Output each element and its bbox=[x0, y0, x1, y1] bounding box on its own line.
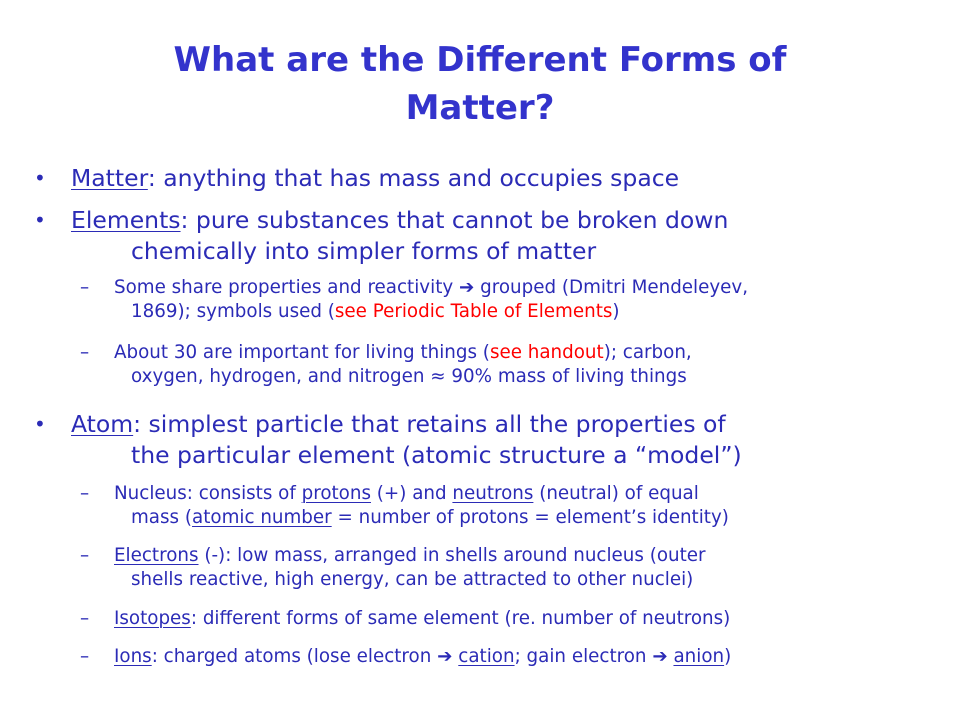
ions-line bbox=[114, 645, 731, 669]
living-line-2: oxygen, hydrogen, and nitrogen ≈ 90% mass of living things bbox=[131, 366, 687, 387]
nucleus-text-4: mass ( bbox=[131, 507, 193, 528]
grouping-text-2: grouped (Dmitri Mendeleyev, bbox=[474, 277, 749, 298]
dash-marker: – bbox=[80, 545, 90, 566]
elements-line-2: chemically into simpler forms of matter bbox=[131, 237, 597, 265]
living-text-2: ); carbon, bbox=[603, 342, 692, 363]
grouping-text-4: ) bbox=[612, 301, 620, 322]
electrons-line-1 bbox=[114, 544, 706, 568]
slide-title bbox=[90, 36, 870, 132]
term-electrons: Electrons bbox=[114, 545, 199, 566]
title-line-1: What are the Different Forms of bbox=[173, 40, 787, 80]
grouping-text-3: 1869); symbols used ( bbox=[131, 301, 335, 322]
bullet-matter-line bbox=[71, 162, 679, 194]
dash-marker: – bbox=[80, 646, 90, 667]
isotopes-line bbox=[114, 607, 730, 631]
nucleus-text-2: (+) and bbox=[370, 483, 453, 504]
dash-marker: – bbox=[80, 342, 90, 363]
term-protons: protons bbox=[301, 483, 371, 504]
term-atom: Atom bbox=[71, 410, 134, 438]
dash-marker: – bbox=[80, 483, 90, 504]
handout-reference: see handout bbox=[489, 342, 604, 363]
nucleus-text-3: (neutral) of equal bbox=[533, 483, 699, 504]
title-line-2: Matter? bbox=[405, 88, 555, 128]
bullet-marker: • bbox=[34, 412, 46, 436]
bullet-marker: • bbox=[34, 166, 46, 190]
atom-line-1 bbox=[71, 408, 726, 440]
electrons-text-1: (-): low mass, arranged in shells around nucleus (outer bbox=[198, 545, 706, 566]
ions-text-5: ) bbox=[724, 646, 732, 667]
atom-definition-1: : simplest particle that retains all the properties of bbox=[133, 410, 726, 438]
ions-text-3: ; gain electron bbox=[514, 646, 653, 667]
nucleus-text-5: = number of protons = element’s identity) bbox=[331, 507, 729, 528]
nucleus-line-1 bbox=[114, 482, 699, 506]
atom-line-2: the particular element (atomic structure a “model”) bbox=[131, 441, 742, 469]
elements-line-1 bbox=[71, 204, 728, 236]
ions-text-1: : charged atoms (lose electron bbox=[151, 646, 438, 667]
term-matter: Matter bbox=[71, 164, 148, 192]
bullet-marker: • bbox=[34, 208, 46, 232]
living-line-1 bbox=[114, 341, 692, 365]
matter-definition: : anything that has mass and occupies space bbox=[147, 164, 680, 192]
term-neutrons: neutrons bbox=[452, 483, 534, 504]
term-anion: anion bbox=[673, 646, 725, 667]
term-cation: cation bbox=[458, 646, 515, 667]
arrow-right-icon: ➔ bbox=[437, 646, 453, 667]
term-ions: Ions bbox=[114, 646, 152, 667]
nucleus-line-2 bbox=[131, 506, 729, 530]
grouping-line-1 bbox=[114, 276, 748, 300]
living-text-1: About 30 are important for living things ( bbox=[114, 342, 490, 363]
grouping-line-2 bbox=[131, 300, 620, 324]
arrow-right-icon: ➔ bbox=[652, 646, 668, 667]
term-isotopes: Isotopes bbox=[114, 608, 191, 629]
periodic-table-reference: see Periodic Table of Elements bbox=[334, 301, 613, 322]
electrons-line-2: shells reactive, high energy, can be attracted to other nuclei) bbox=[131, 569, 694, 590]
elements-definition-1: : pure substances that cannot be broken down bbox=[180, 206, 729, 234]
dash-marker: – bbox=[80, 608, 90, 629]
arrow-right-icon: ➔ bbox=[459, 277, 475, 298]
isotopes-text: : different forms of same element (re. number of neutrons) bbox=[190, 608, 731, 629]
term-elements: Elements bbox=[71, 206, 181, 234]
term-atomic-number: atomic number bbox=[192, 507, 332, 528]
grouping-text-1: Some share properties and reactivity bbox=[114, 277, 460, 298]
dash-marker: – bbox=[80, 277, 90, 298]
nucleus-text-1: Nucleus: consists of bbox=[114, 483, 302, 504]
